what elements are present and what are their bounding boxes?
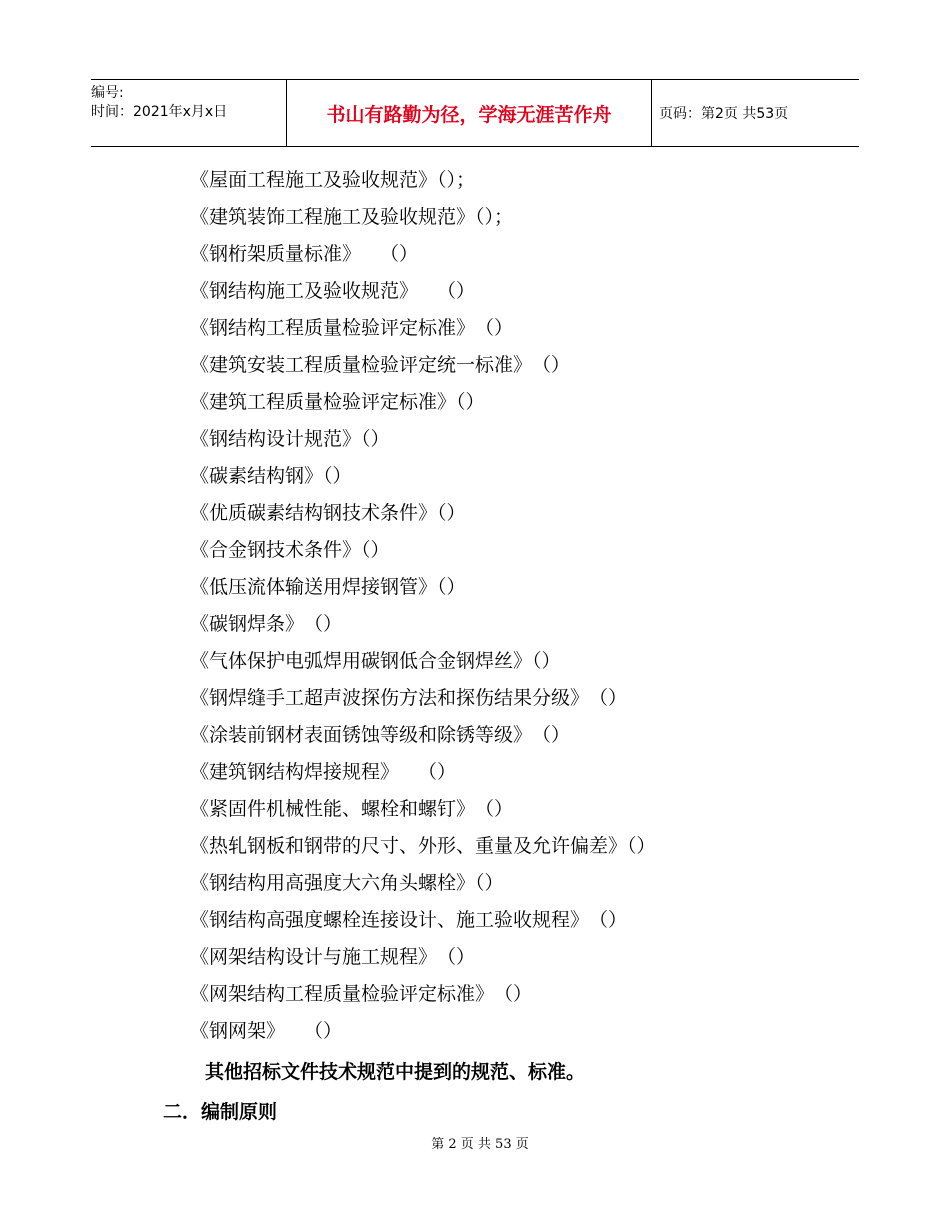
standard-item: 《钢网架》 （） [190,1020,343,1042]
standard-item: 《建筑钢结构焊接规程》 （） [190,761,457,783]
standard-item: 《碳素结构钢》（） [190,465,352,487]
standard-item: 《钢结构工程质量检验评定标准》 （） [190,317,514,339]
standard-item: 《建筑安装工程质量检验评定统一标准》 （） [190,354,571,376]
standard-item: 《热轧钢板和钢带的尺寸、外形、重量及允许偏差》（） [190,835,656,857]
standard-item: 《屋面工程施工及验收规范》（）； [190,169,476,191]
standard-item: 《涂装前钢材表面锈蚀等级和除锈等级》 （） [190,724,571,746]
page-footer: 第 2 页 共 53 页 [431,1137,529,1152]
standard-item: 《紧固件机械性能、螺栓和螺钉》 （） [190,798,514,820]
standard-item: 《网架结构设计与施工规程》 （） [190,946,476,968]
header-page-info: 页码：第2页 共53页 [659,106,789,122]
document-time-label: 时间：2021年x月x日 [91,104,228,120]
standard-item: 《网架结构工程质量检验评定标准》 （） [190,983,533,1005]
standard-item: 《低压流体输送用焊接钢管》（） [190,576,466,598]
standard-item: 《钢结构设计规范》（） [190,428,390,450]
standard-item: 《碳钢焊条》 （） [190,613,343,635]
section-heading: 二．编制原则 [163,1101,278,1123]
standard-item: 《建筑工程质量检验评定标准》（） [190,391,485,413]
standard-item: 《钢焊缝手工超声波探伤方法和探伤结果分级》 （） [190,687,628,709]
standard-item: 《钢结构高强度螺栓连接设计、施工验收规程》 （） [190,909,628,931]
standard-item: 《优质碳素结构钢技术条件》（） [190,502,466,524]
standard-item: 《钢结构施工及验收规范》 （） [190,280,476,302]
standard-item: 《建筑装饰工程施工及验收规范》（）； [190,206,514,228]
header-left-cell [91,80,286,150]
other-standards-paragraph: 其他招标文件技术规范中提到的规范、标准。 [205,1061,586,1083]
page-header [91,79,859,147]
standard-item: 《气体保护电弧焊用碳钢低合金钢焊丝》（） [190,650,561,672]
standard-item: 《钢结构用高强度大六角头螺栓》（） [190,872,504,894]
document-number-label: 编号: [91,85,124,101]
header-motto: 书山有路勤为径，学海无涯苦作舟 [286,80,652,146]
standard-item: 《合金钢技术条件》（） [190,539,390,561]
standard-item: 《钢桁架质量标准》 （） [190,243,419,265]
